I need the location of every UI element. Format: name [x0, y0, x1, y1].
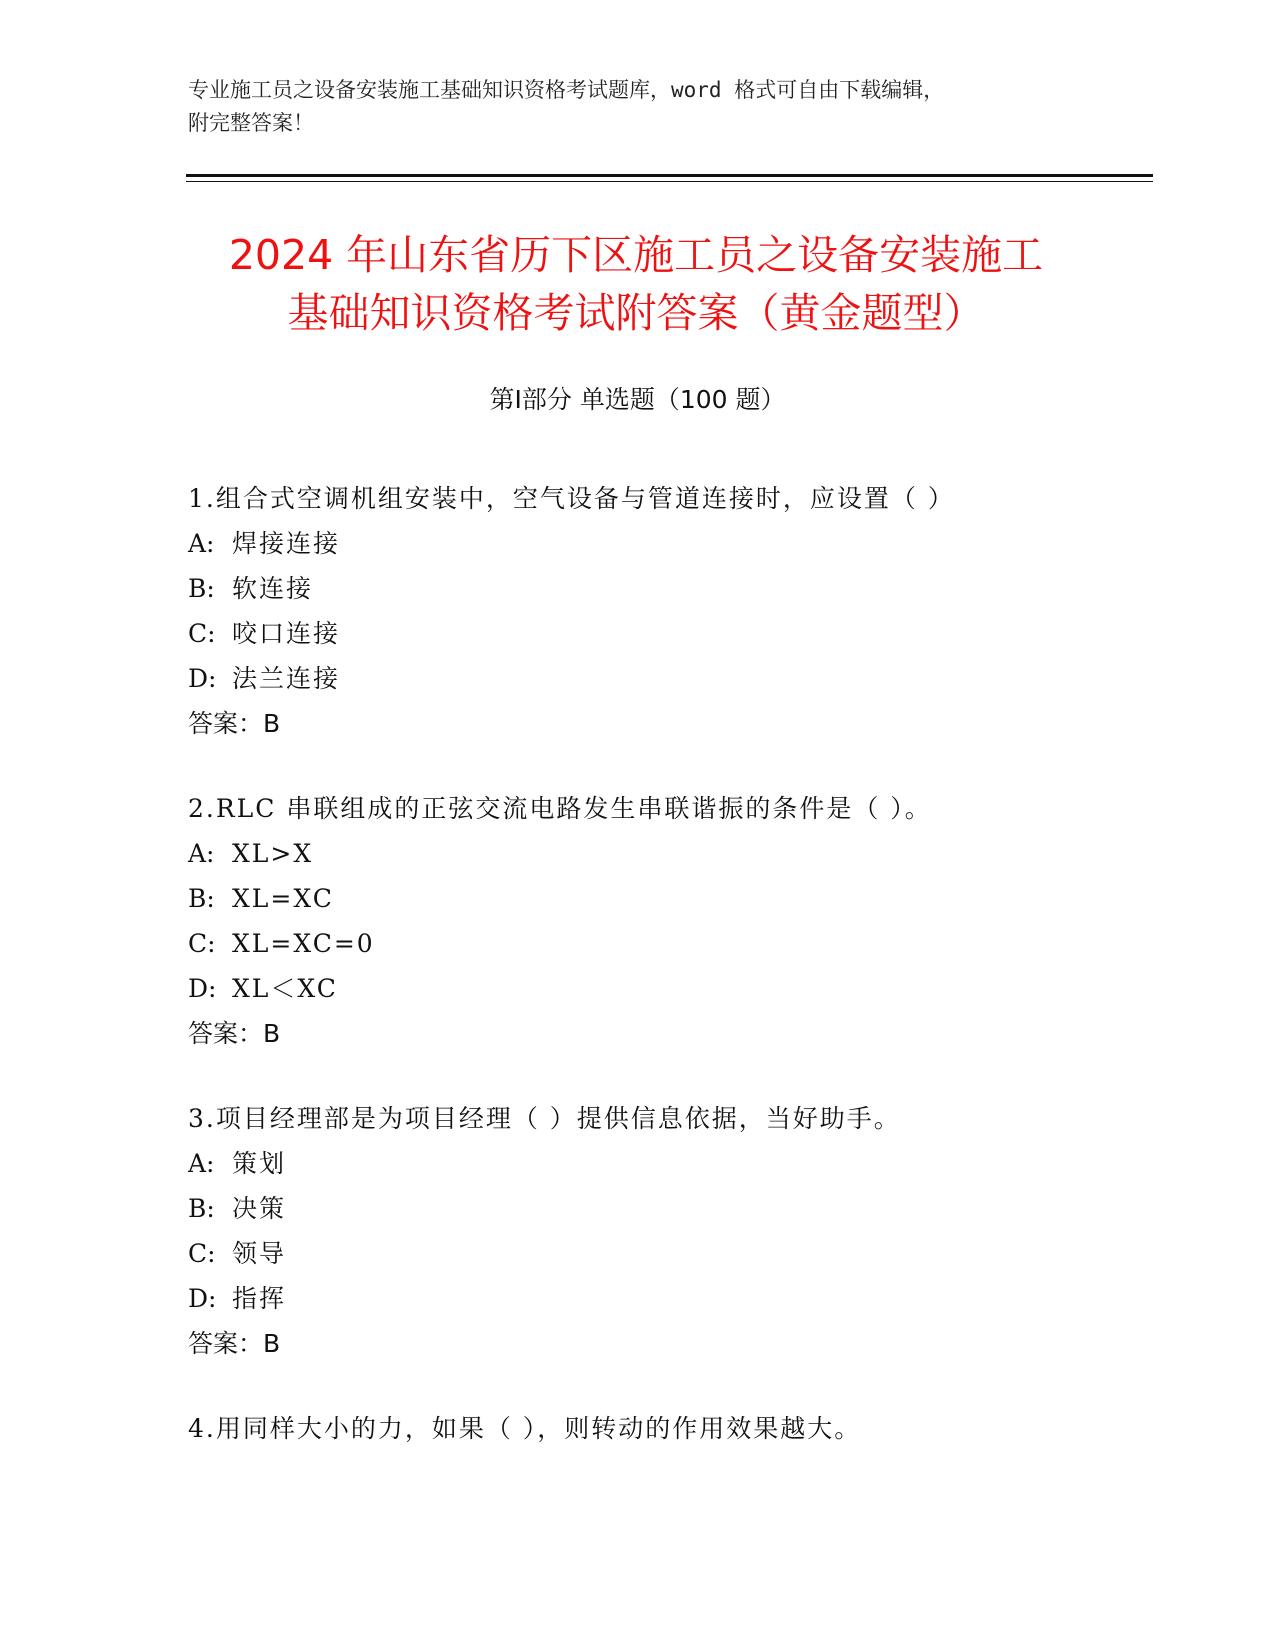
- option-letter: C:: [188, 1239, 216, 1268]
- question-2: [188, 786, 1148, 1056]
- option-letter: B:: [188, 884, 215, 913]
- option-d: [188, 966, 1148, 1011]
- option-b: [188, 1186, 1148, 1231]
- option-d: [188, 1276, 1148, 1321]
- option-a: [188, 521, 1148, 566]
- section-heading: 第Ⅰ部分 单选题（100 题）: [489, 385, 786, 414]
- question-list: [188, 476, 1148, 1491]
- option-d: [188, 656, 1148, 701]
- question-stem: 3.项目经理部是为项目经理（ ）提供信息依据，当好助手。: [188, 1104, 901, 1133]
- option-text: XL=XC: [232, 884, 334, 913]
- option-c: [188, 1231, 1148, 1276]
- option-text: 领导: [232, 1239, 287, 1268]
- document-title-line-2: 基础知识资格考试附答案（黄金题型）: [287, 289, 985, 337]
- header-note: [188, 74, 1068, 140]
- option-text: 软连接: [232, 574, 314, 603]
- header-divider-thin: [186, 181, 1153, 182]
- option-letter: D:: [188, 974, 217, 1003]
- option-text: 焊接连接: [232, 529, 341, 558]
- option-text: 决策: [232, 1194, 287, 1223]
- document-title: [186, 226, 1086, 342]
- answer-label: 答案：B: [188, 1329, 281, 1358]
- option-c: [188, 611, 1148, 656]
- option-letter: D:: [188, 1284, 217, 1313]
- option-text: XL>X: [232, 839, 314, 868]
- question-stem: 1.组合式空调机组安装中，空气设备与管道连接时，应设置（ ）: [188, 484, 955, 513]
- option-text: 法兰连接: [232, 664, 341, 693]
- option-a: [188, 831, 1148, 876]
- option-letter: A:: [188, 1149, 215, 1178]
- header-divider-thick: [186, 174, 1153, 177]
- question-stem: 2.RLC 串联组成的正弦交流电路发生串联谐振的条件是（ ）。: [188, 794, 932, 823]
- answer-label: 答案：B: [188, 1019, 281, 1048]
- answer-label: 答案：B: [188, 709, 281, 738]
- option-text: XL=XC=0: [232, 929, 375, 958]
- option-letter: A:: [188, 839, 215, 868]
- option-letter: C:: [188, 619, 216, 648]
- option-text: 咬口连接: [232, 619, 341, 648]
- option-c: [188, 921, 1148, 966]
- option-b: [188, 566, 1148, 611]
- question-1: [188, 476, 1148, 746]
- question-3: [188, 1096, 1148, 1366]
- option-letter: B:: [188, 1194, 215, 1223]
- question-4: [188, 1406, 1148, 1451]
- option-text: 策划: [232, 1149, 287, 1178]
- header-note-line-1: 专业施工员之设备安装施工基础知识资格考试题库，word 格式可自由下载编辑，: [188, 78, 945, 102]
- option-text: 指挥: [232, 1284, 287, 1313]
- option-letter: D:: [188, 664, 217, 693]
- option-b: [188, 876, 1148, 921]
- document-title-line-1: 2024 年山东省历下区施工员之设备安装施工: [228, 231, 1044, 279]
- option-text: XL＜XC: [232, 974, 338, 1003]
- option-letter: C:: [188, 929, 216, 958]
- question-stem: 4.用同样大小的力，如果（ ），则转动的作用效果越大。: [188, 1414, 862, 1443]
- option-letter: B:: [188, 574, 215, 603]
- option-letter: A:: [188, 529, 215, 558]
- header-note-line-2: 附完整答案！: [188, 111, 314, 135]
- option-a: [188, 1141, 1148, 1186]
